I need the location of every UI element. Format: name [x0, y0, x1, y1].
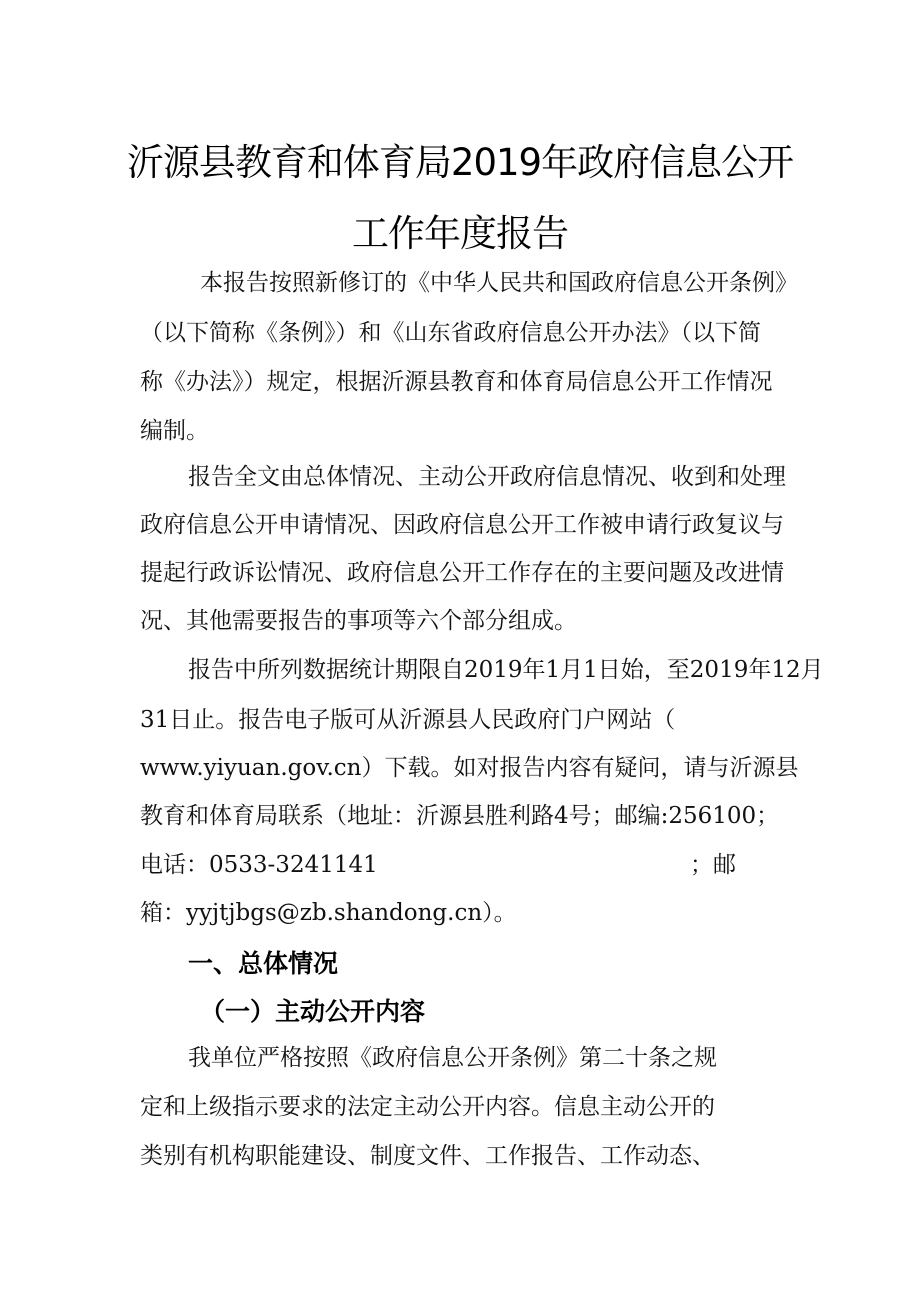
report-title-line-1: 沂源县教育和体育局2019年政府信息公开	[126, 141, 794, 184]
paragraph-4-line-2: 定和上级指示要求的法定主动公开内容。信息主动公开的	[140, 1094, 715, 1120]
paragraph-3-line-6: 箱：yyjtjbgs@zb.shandong.cn）。	[140, 900, 517, 926]
paragraph-1-line-3: 称《办法》）规定，根据沂源县教育和体育局信息公开工作情况	[140, 369, 773, 395]
paragraph-1-line-2: （以下简称《条例》）和《山东省政府信息公开办法》（以下简	[140, 320, 761, 346]
paragraph-4-line-3: 类别有机构职能建设、制度文件、工作报告、工作动态、	[140, 1143, 715, 1169]
paragraph-3-line-2: 31日止。报告电子版可从沂源县人民政府门户网站（	[140, 707, 676, 733]
report-title-line-2: 工作年度报告	[352, 212, 568, 255]
paragraph-3-line-3: www.yiyuan.gov.cn）下载。如对报告内容有疑问，请与沂源县	[140, 755, 799, 781]
paragraph-2-line-4: 况、其他需要报告的事项等六个部分组成。	[140, 608, 577, 634]
paragraph-3-line-4: 教育和体育局联系（地址：沂源县胜利路4号；邮编:256100；	[140, 803, 780, 829]
paragraph-3-line-5-tail: ；邮	[690, 852, 736, 878]
paragraph-4-line-1: 我单位严格按照《政府信息公开条例》第二十条之规	[188, 1045, 717, 1071]
paragraph-2-line-3: 提起行政诉讼情况、政府信息公开工作存在的主要问题及改进情	[140, 560, 784, 586]
section-heading-overall: 一、总体情况	[188, 949, 339, 978]
subsection-heading-proactive-disclosure: （一）主动公开内容	[200, 997, 426, 1026]
paragraph-3-line-1: 报告中所列数据统计期限自2019年1月1日始，至2019年12月	[188, 657, 824, 683]
paragraph-3-line-5: 电话：0533-3241141	[140, 852, 378, 878]
paragraph-2-line-2: 政府信息公开申请情况、因政府信息公开工作被申请行政复议与	[140, 512, 784, 538]
paragraph-1-line-4: 编制。	[140, 418, 209, 444]
paragraph-2-line-1: 报告全文由总体情况、主动公开政府信息情况、收到和处理	[188, 464, 786, 490]
paragraph-1-line-1: 本报告按照新修订的《中华人民共和国政府信息公开条例》	[200, 270, 798, 296]
